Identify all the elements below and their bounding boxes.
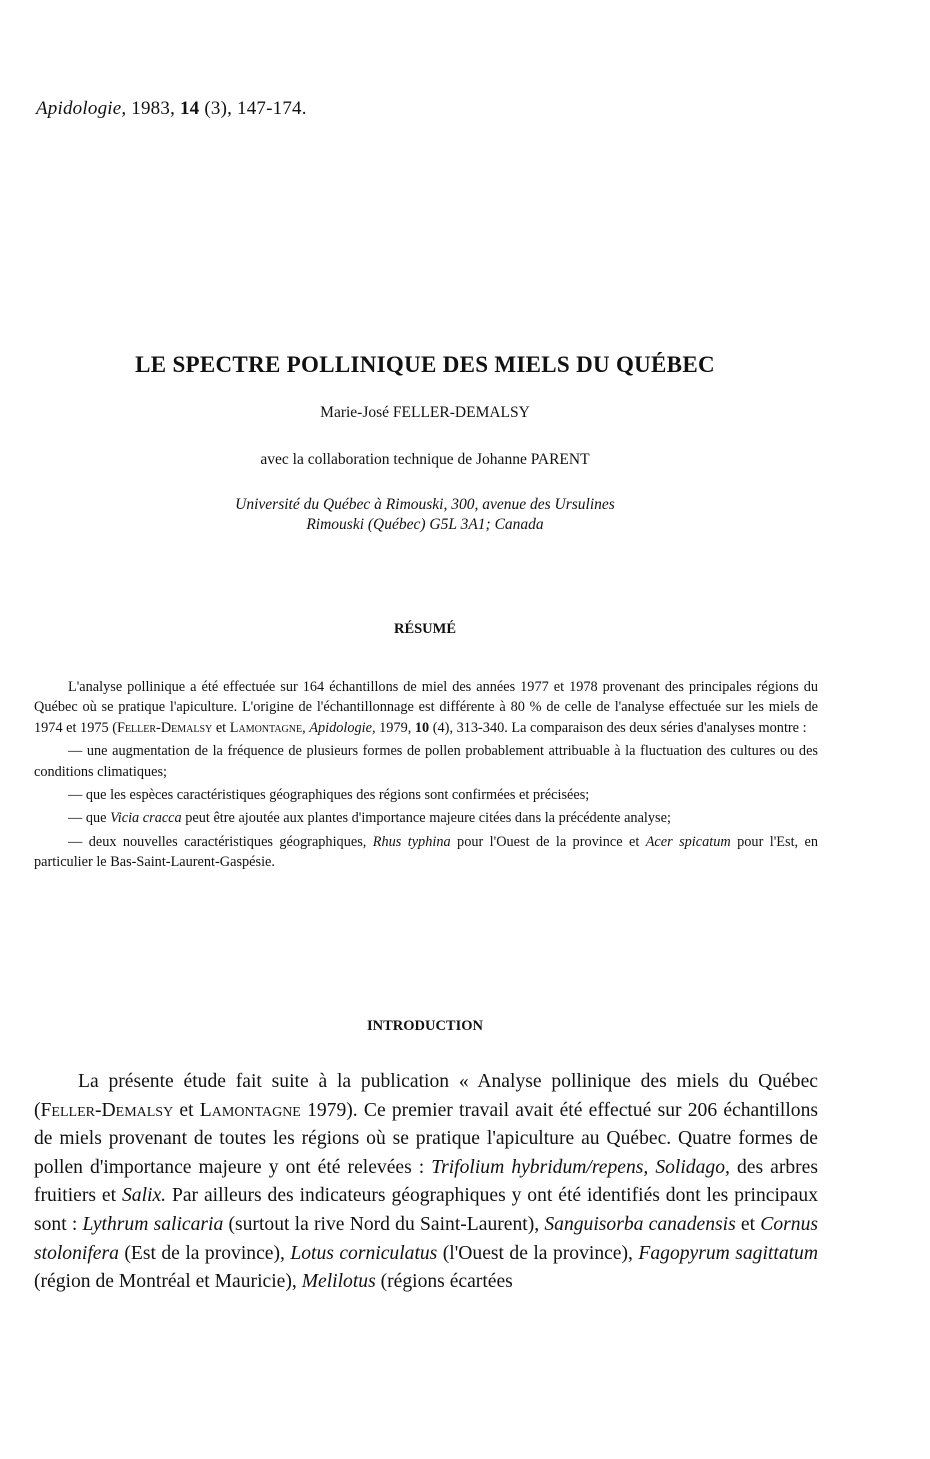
text-run: (surtout la rive Nord du Saint-Laurent), [223,1213,545,1235]
text-run: (l'Ouest de la province), [437,1242,639,1264]
journal-name: Apidologie, [36,98,127,119]
species-name: Lythrum salicaria [82,1213,224,1235]
species-name: Lotus corniculatus [290,1242,438,1264]
affiliation-line-1: Université du Québec à Rimouski, 300, avenue des Ursulines [235,496,615,513]
text-run: et [735,1213,761,1235]
species-name: Vicia cracca [110,810,182,827]
species-name: Salix. [121,1185,167,1207]
text-run: 1979, [375,719,415,736]
affiliation [0,495,850,535]
article-title: LE SPECTRE POLLINIQUE DES MIELS DU QUÉBEC [135,352,715,377]
species-name: Acer spicatum [645,833,731,850]
text-run: — deux nouvelles caractéristiques géographiques, [68,833,373,850]
text-run: (4), 313-340. La comparaison des deux séries d'analyses montre : [429,719,807,736]
text-run: peut être ajoutée aux plantes d'importance majeure citées dans la précédente analyse; [181,810,671,827]
author-name-smallcaps: Feller-Demalsy [117,719,213,736]
species-name: Trifolium hybridum/repens, Solidago, [431,1156,730,1178]
resume-list-item: — que les espèces caractéristiques géographiques des régions sont confirmées et précisées; [68,787,590,804]
species-name: Melilotus [301,1271,376,1293]
species-name: Fagopyrum sagittatum [638,1242,819,1264]
resume-paragraph [34,677,818,738]
text-run: (régions écartées [375,1271,513,1293]
text-run: — que [68,810,111,827]
resume-list-item [34,808,818,828]
citation-volume: 14 [179,98,200,119]
journal-citation [36,98,307,120]
text-run: et [173,1099,200,1121]
text-run: et [212,719,230,736]
introduction-paragraph [34,1068,818,1297]
resume-list-item: — une augmentation de la fréquence de plusieurs formes de pollen probablement attribuable à la fluctuation des cultures ou des conditions climatiques; [34,743,818,780]
resume-heading: RÉSUMÉ [393,621,457,637]
collaboration-line: avec la collaboration technique de Johanne PARENT [260,451,590,468]
introduction-body [34,1068,818,1297]
resume-body [34,677,818,876]
citation-issue-pages: (3), 147-174. [199,98,307,119]
text-run: pour l'Ouest de la province et [450,833,646,850]
text-run: des arbres fruitiers et [34,1156,819,1207]
author-name-smallcaps: Feller-Demalsy [40,1099,174,1121]
text-run: (région de Montréal et Mauricie), [34,1271,302,1293]
citation-year: 1983, [126,98,180,119]
text-run: , [302,719,310,736]
species-name: Rhus typhina [372,833,451,850]
text-run: (Est de la province), [118,1242,291,1264]
resume-list-item [34,832,818,873]
introduction-heading: INTRODUCTION [366,1018,483,1034]
author-name-smallcaps: Lamontagne [229,719,303,736]
text-run: 1979). Ce premier travail avait été effectué sur 206 échantillons de miels provenant de toutes les régions où se pratique l'apiculture au Québec. Quatre formes de pollen d'importance majeure y ont été relevées : [34,1099,819,1178]
affiliation-line-2: Rimouski (Québec) G5L 3A1; Canada [306,516,544,533]
text-run: La présente étude fait suite à la publication « Analyse pollinique des miels du Québec ( [34,1071,818,1121]
author-name-smallcaps: Lamontagne [199,1099,301,1121]
journal-name: Apidologie, [309,719,376,736]
text-run: pour l'Est, en particulier le Bas-Saint-Laurent-Gaspésie. [34,833,819,871]
volume-number: 10 [414,719,430,736]
text-run: Par ailleurs des indicateurs géographiques y ont été identifiés dont les principaux sont : [34,1185,819,1235]
text-run: L'analyse pollinique a été effectuée sur 164 échantillons de miel des années 1977 et 1978 provenant des principales régions du Québec où se pratique l'apiculture. L'origine de l'échantillonnage est différente à 80 % de celle de l'analyse effectuée sur les miels de 1974 et 1975 ( [34,679,818,736]
author-line: Marie-José FELLER-DEMALSY [320,404,530,421]
species-name: Sanguisorba canadensis [544,1213,736,1235]
species-name: Cornus stolonifera [34,1213,819,1264]
